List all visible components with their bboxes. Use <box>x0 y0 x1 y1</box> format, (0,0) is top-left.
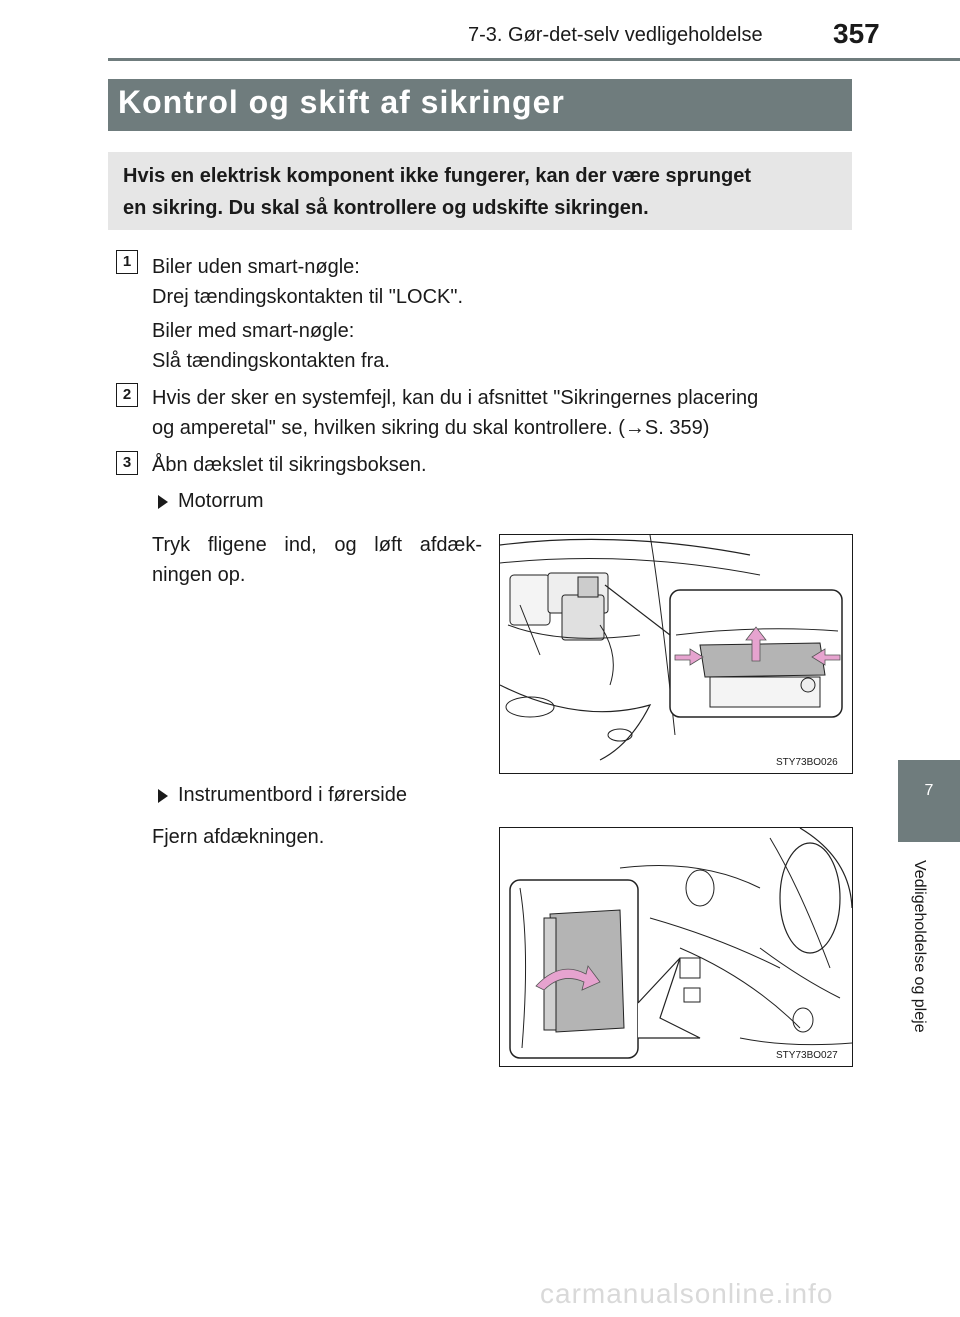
step-1-line-1: Biler uden smart-nøgle: <box>152 256 360 278</box>
bullet-instrumentbord-label: Instrumentbord i førerside <box>178 784 407 806</box>
watermark: carmanualsonline.info <box>540 1278 834 1309</box>
bullet-triangle-icon <box>158 495 168 509</box>
step-3-text: Åbn dækslet til sikringsboksen. <box>152 454 427 476</box>
intro-line-1: Hvis en elektrisk komponent ikke fungerer, kan der være sprunget <box>123 165 751 187</box>
figure-dashboard-fusebox <box>499 827 853 1067</box>
section-title: Kontrol og skift af sikringer <box>118 84 565 120</box>
step-1-line-4: Slå tændingskontakten fra. <box>152 350 390 372</box>
step-number-1: 1 <box>116 250 138 274</box>
dashboard-illustration <box>500 828 852 1066</box>
engine-bay-illustration <box>500 535 852 773</box>
bullet-motorrum-label: Motorrum <box>178 490 264 512</box>
bullet-instrumentbord <box>158 780 407 810</box>
bullet-motorrum <box>158 486 264 516</box>
step-number-3: 3 <box>116 451 138 475</box>
step-1-line-2: Drej tændingskontakten til "LOCK". <box>152 286 464 308</box>
step-2-line-2: og amperetal" se, hvilken sikring du skal kontrollere. (→S. 359) <box>152 417 710 439</box>
figure-code-2: STY73BO027 <box>776 1050 838 1061</box>
intro-line-2: en sikring. Du skal så kontrollere og udskifte sikringen. <box>123 197 649 219</box>
step-1-text <box>152 252 852 312</box>
step-2-text <box>152 383 852 443</box>
figure-code-1: STY73BO026 <box>776 757 838 768</box>
bullet-triangle-icon <box>158 789 168 803</box>
intro-text <box>123 160 845 224</box>
figure-engine-fusebox <box>499 534 853 774</box>
step-1-text-b <box>152 316 852 376</box>
chapter-number: 7 <box>924 782 934 799</box>
chapter-label: Vedligeholdelse og pleje <box>911 860 928 1033</box>
page-number: 357 <box>833 18 880 49</box>
step-number-2: 2 <box>116 383 138 407</box>
instrumentbord-instruction: Fjern afdækningen. <box>152 826 325 848</box>
step-2-line-1: Hvis der sker en systemfejl, kan du i afsnittet "Sikringernes placering <box>152 387 759 409</box>
motorrum-line-1: Tryk fligene ind, og løft afdæk- <box>152 534 482 556</box>
chapter-tab <box>898 760 960 842</box>
motorrum-line-2: ningen op. <box>152 564 246 586</box>
motorrum-instruction <box>152 530 482 590</box>
header-divider <box>108 58 960 61</box>
running-header: 7-3. Gør-det-selv vedligeholdelse <box>468 24 763 46</box>
step-1-line-3: Biler med smart-nøgle: <box>152 320 355 342</box>
